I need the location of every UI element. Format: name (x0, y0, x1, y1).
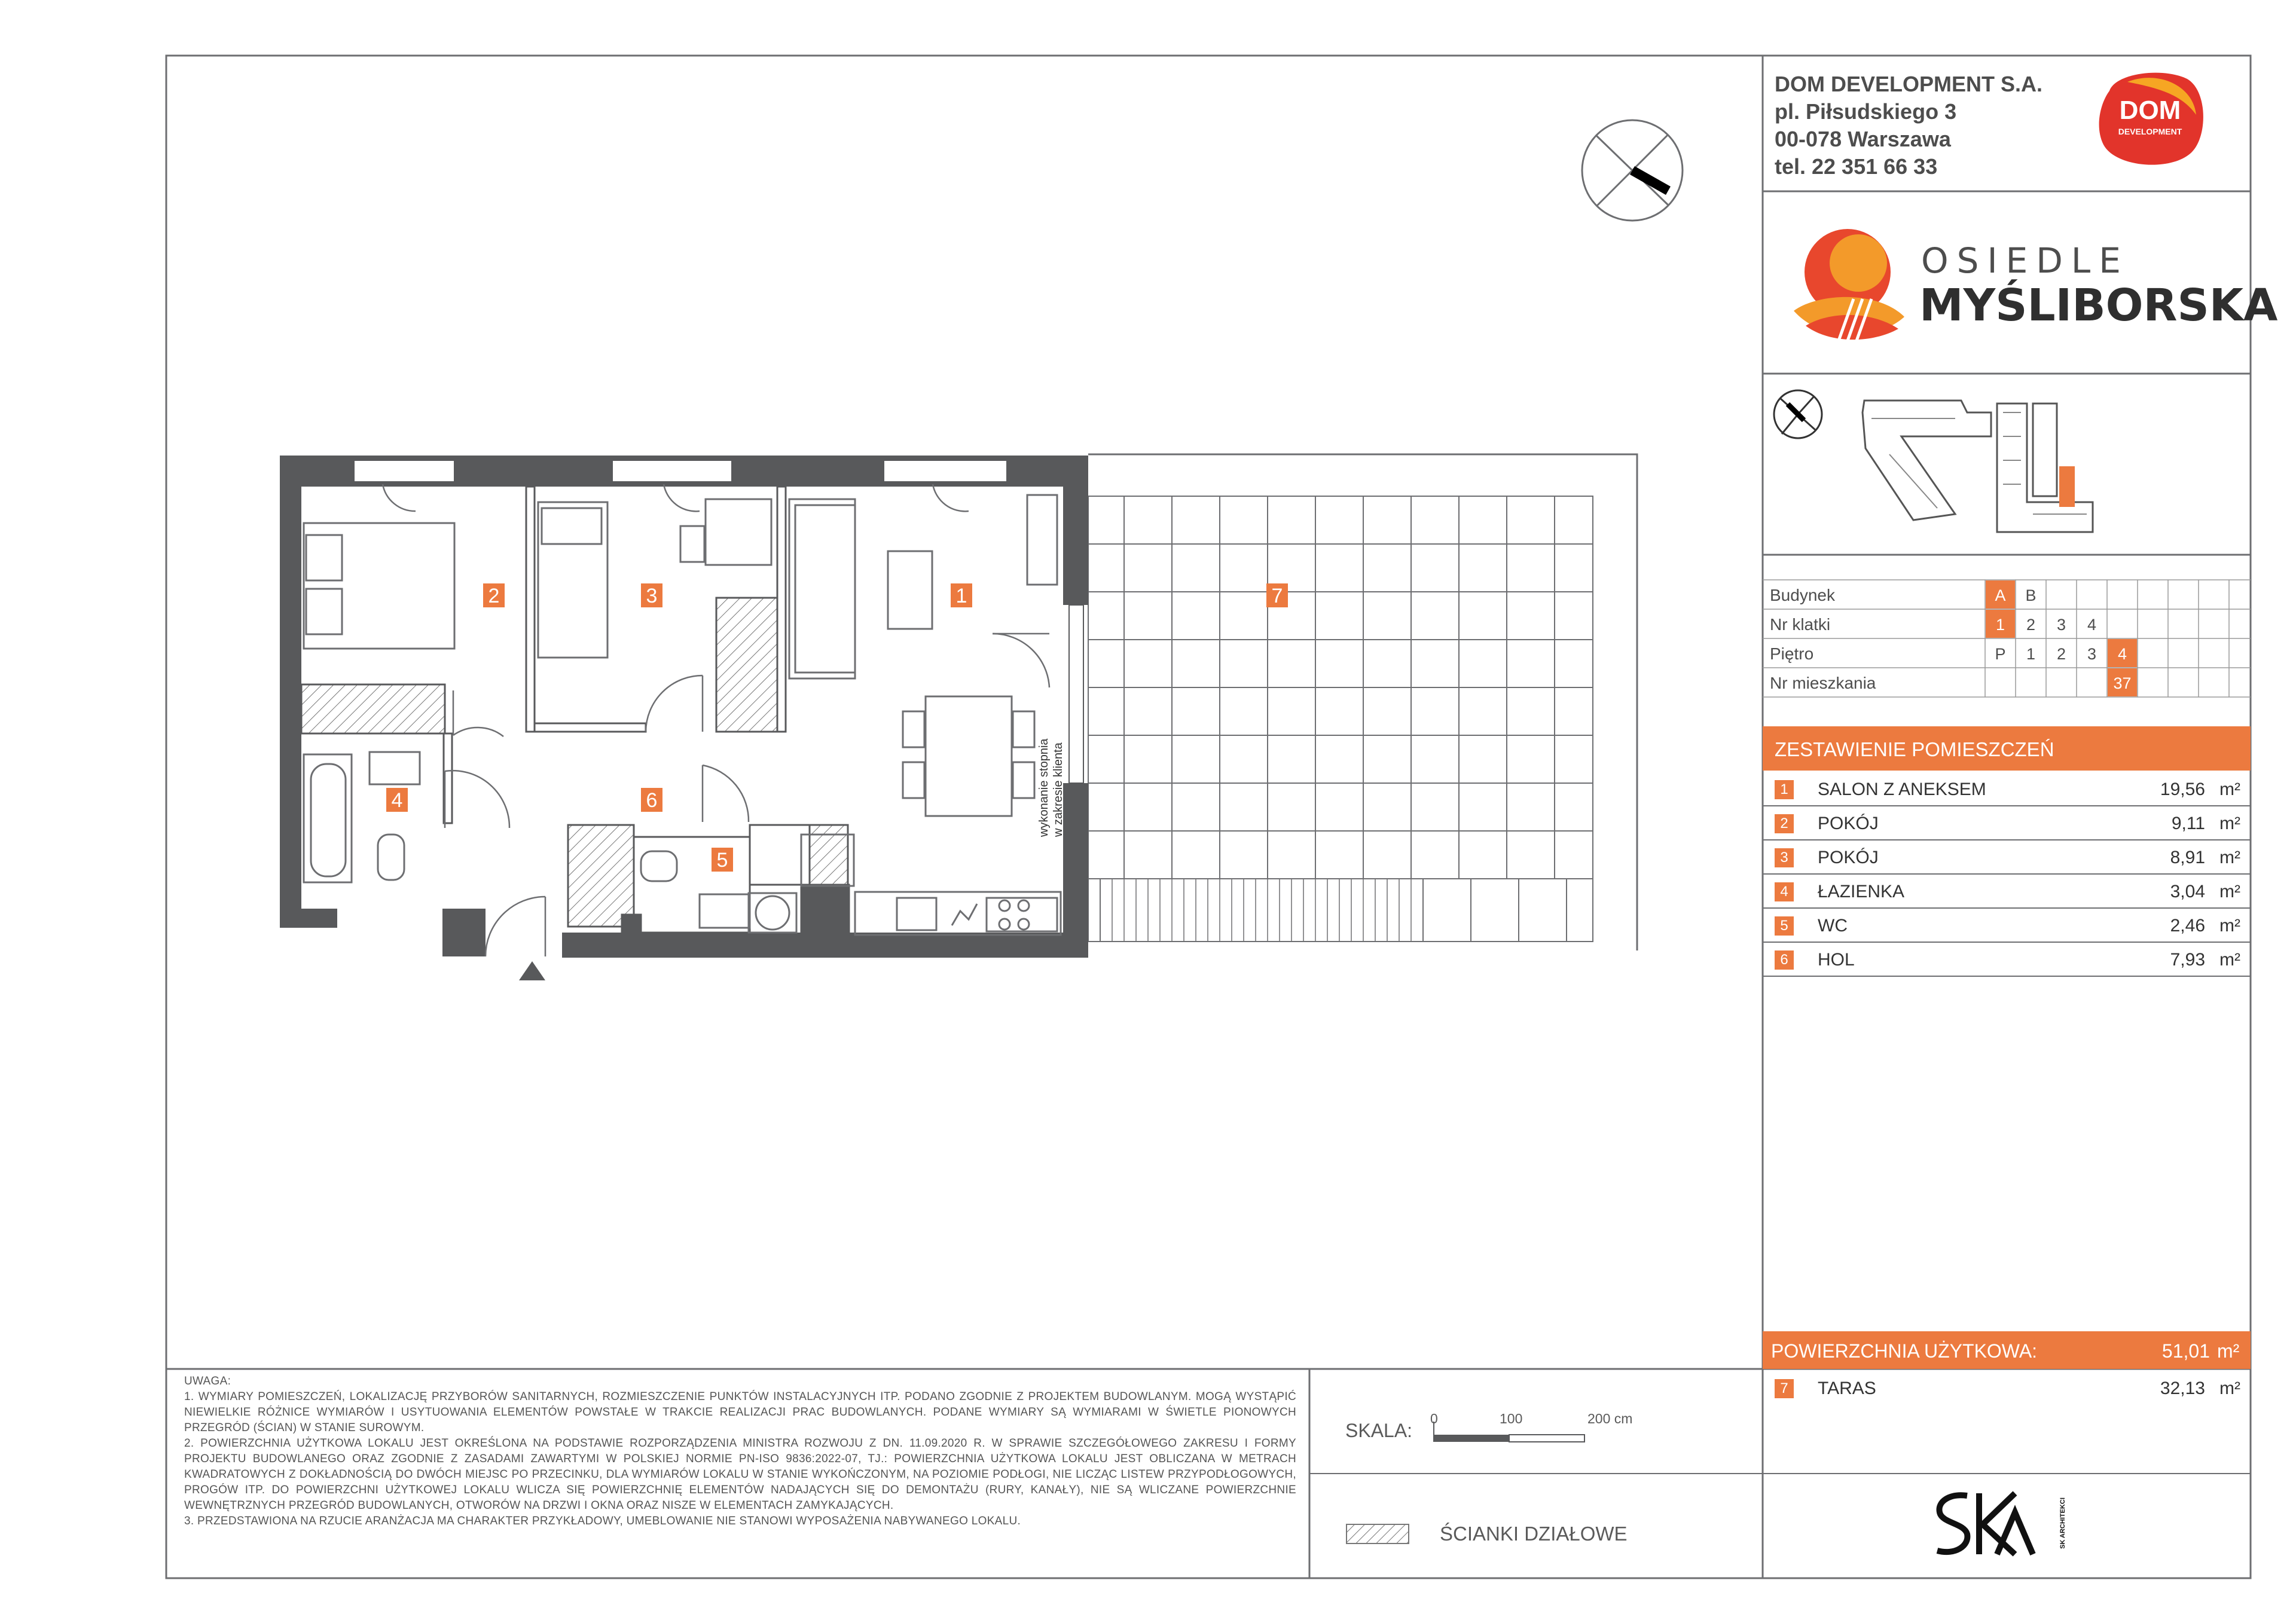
room-area: 7,93 (2170, 950, 2205, 970)
room-tag-6: 6 (646, 789, 658, 812)
room-tag-3: 3 (646, 585, 658, 607)
notes-title: UWAGA: (184, 1375, 231, 1387)
terrace-area (1088, 454, 1637, 950)
notes-block (184, 1374, 1296, 1529)
location-cell: 4 (2117, 645, 2127, 663)
terrace-unit: m² (2219, 1379, 2240, 1398)
partition-legend-label: ŚCIANKI DZIAŁOWE (1440, 1523, 1628, 1545)
location-cell: B (2025, 586, 2037, 604)
location-cell: 3 (2087, 645, 2097, 663)
location-cell: 2 (2026, 616, 2036, 634)
scale-tick-200: 200 cm (1587, 1411, 1633, 1426)
usable-area-label: POWIERZCHNIA UŻYTKOWA: (1771, 1340, 2038, 1362)
note-1: 1. WYMIARY POMIESZCZEŃ, LOKALIZACJĘ PRZYBORÓW SANITARNYCH, ROZMIESZCZENIE PUNKTÓW INSTALACYJNYCH ITP. PODANO ZGODNIE Z PROJEKTEM BUDOWLANYM. MOGĄ WYSTĄPIĆ NIEWIELKIE RÓŻNICE WYMIARÓW I USYTUOWANIA ELEMENTÓW POWSTAŁE W TRAKCIE REALIZACJI PRAC BUDOWLANYCH. PODANE WYMIARY SĄ WYMIARAMI W ŚWIETLE PIONOWYCH PRZEGRÓD (ŚCIAN) W STANIE SUROWYM. (184, 1390, 1296, 1434)
dom-logo-text: DOM (2119, 96, 2181, 125)
location-cell: A (1995, 586, 2006, 604)
room-number-badge: 6 (1775, 950, 1794, 970)
room-number-badge: 1 (1775, 780, 1794, 799)
room-name: WC (1818, 916, 1848, 936)
entrance-arrow-icon (519, 961, 545, 980)
room-row-divider (1763, 976, 2251, 977)
location-row-label: Budynek (1770, 586, 1835, 604)
room-name: SALON Z ANEKSEM (1818, 780, 1986, 799)
room-area: 2,46 (2170, 916, 2205, 936)
room-number-badge: 3 (1775, 848, 1794, 867)
terrace-area: 32,13 (2160, 1379, 2205, 1398)
stair-note-line1: wykonanie stopnia (1037, 738, 1051, 837)
room-tag-7: 7 (1271, 585, 1283, 607)
company-address-city: 00-078 Warszawa (1775, 127, 1951, 151)
terrace-name: TARAS (1818, 1379, 1876, 1398)
scale-label: SKALA: (1345, 1420, 1413, 1441)
room-area-unit: m² (2219, 950, 2240, 970)
location-cell: 3 (2056, 616, 2066, 634)
room-area: 9,11 (2171, 814, 2205, 833)
interior-walls (301, 487, 849, 940)
location-cell: 1 (2026, 645, 2036, 663)
room-area: 3,04 (2170, 882, 2205, 901)
scale-tick-100: 100 (1500, 1411, 1523, 1426)
ska-architekci-logo (1931, 1488, 2051, 1566)
room-area-unit: m² (2219, 848, 2240, 867)
company-phone: tel. 22 351 66 33 (1775, 154, 1938, 179)
project-name-line2: MYŚLIBORSKA (1919, 280, 2278, 331)
location-cell: 4 (2087, 616, 2097, 634)
stair-note-line2: w zakresie klienta (1052, 742, 1065, 837)
room-row-divider (1763, 873, 2251, 875)
partition-legend-swatch (1345, 1523, 1411, 1545)
room-row-divider (1763, 942, 2251, 943)
room-name: POKÓJ (1818, 814, 1879, 833)
room-tag-1: 1 (955, 585, 967, 607)
room-row-divider (1763, 839, 2251, 840)
rooms-header: ZESTAWIENIE POMIESZCZEŃ (1775, 738, 2054, 760)
room-area: 19,56 (2160, 780, 2205, 799)
room-name: POKÓJ (1818, 848, 1879, 867)
room-tag-2: 2 (488, 585, 500, 607)
ska-side-text-box (2057, 1483, 2069, 1572)
room-area-unit: m² (2219, 916, 2240, 936)
project-name-line1: OSIEDLE (1921, 240, 2129, 281)
dom-development-logo (2092, 67, 2209, 169)
usable-area-value: 51,01 (2161, 1340, 2210, 1362)
osiedle-sun-logo-icon (1788, 221, 1907, 347)
location-cell: 37 (2113, 674, 2132, 692)
usable-area-bar (1763, 1331, 2251, 1369)
room-number-badge: 4 (1775, 882, 1794, 901)
usable-area-unit: m² (2217, 1340, 2240, 1362)
selected-unit-marker (2059, 466, 2075, 507)
ska-side-text: SK ARCHITEKCI (2059, 1497, 2066, 1549)
small-compass-icon (1771, 387, 1825, 441)
room-name: HOL (1818, 950, 1855, 970)
room-area-unit: m² (2219, 814, 2240, 833)
scale-tick-0: 0 (1430, 1411, 1438, 1426)
location-row-label: Nr klatki (1770, 615, 1831, 634)
room-area: 8,91 (2170, 848, 2205, 867)
room-area-unit: m² (2219, 882, 2240, 901)
company-name: DOM DEVELOPMENT S.A. (1775, 72, 2043, 96)
room-row-divider (1763, 907, 2251, 909)
rooms-header-bar (1763, 726, 2251, 771)
room-number-badge: 5 (1775, 916, 1794, 936)
room-tag-5: 5 (716, 849, 728, 872)
location-cell: 1 (1995, 616, 2005, 634)
room-area-unit: m² (2219, 780, 2240, 799)
location-row-label: Piętro (1770, 644, 1814, 663)
room-row-divider (1763, 805, 2251, 806)
room-number-badge: 2 (1775, 814, 1794, 833)
site-key-plan (1854, 389, 2188, 538)
company-address-street: pl. Piłsudskiego 3 (1775, 99, 1957, 124)
terrace-badge: 7 (1775, 1379, 1794, 1398)
location-cell: 2 (2056, 645, 2066, 663)
room-name: ŁAZIENKA (1818, 882, 1905, 901)
location-row-label: Nr mieszkania (1770, 674, 1876, 692)
note-2: 2. POWIERZCHNIA UŻYTKOWA LOKALU JEST OKREŚLONA NA PODSTAWIE ROZPORZĄDZENIA MINISTRA ROZWOJU Z DN. 11.09.2020 R. W SPRAWIE SZCZEGÓŁOWEGO ZAKRESU I FORMY PROJEKTU BUDOWLANEGO ORAZ ZGODNIE Z ZASADAMI ZAWARTYMI W POLSKIEJ NORMIE PN-ISO 9836:2022-07, TJ.: POWIERZCHNIA UŻYTKOWA LOKALU JEST OBLICZANA W METRACH KWADRATOWYCH Z DOKŁADNOŚCIĄ DO DWÓCH MIEJSC PO PRZECINKU, DLA WYMIARÓW LOKALU W STANIE WYKOŃCZONYM, NA POZIOMIE PODŁOGI, NIE LICZĄC LISTEW PRZYPODŁOGOWYCH, PROGÓW ITP. DO POWIERZCHNI UŻYTKOWEJ LOKALU WLICZA SIĘ POWIERZCHNIĘ ELEMENTÓW NADAJĄCYCH SIĘ DO DEMONTAŻU (RURY, KANAŁY), NIE SĄ WLICZANE POWIERZCHNIE WEWNĘTRZNYCH PRZEGRÓD BUDOWLANYCH, OTWORÓW NA DRZWI I OKNA ORAZ NISZE W ELEMENTACH ZAMYKAJĄCYCH. (184, 1437, 1296, 1512)
dom-logo-subtext: DEVELOPMENT (2118, 127, 2182, 136)
note-3: 3. PRZEDSTAWIONA NA RZUCIE ARANŻACJA MA CHARAKTER PRZYKŁADOWY, UMEBLOWANIE NIE STANOWI WYPOSAŻENIA NABYWANEGO LOKALU. (184, 1515, 1021, 1527)
location-cell: P (1995, 645, 2006, 663)
room-tag-4: 4 (391, 789, 403, 812)
